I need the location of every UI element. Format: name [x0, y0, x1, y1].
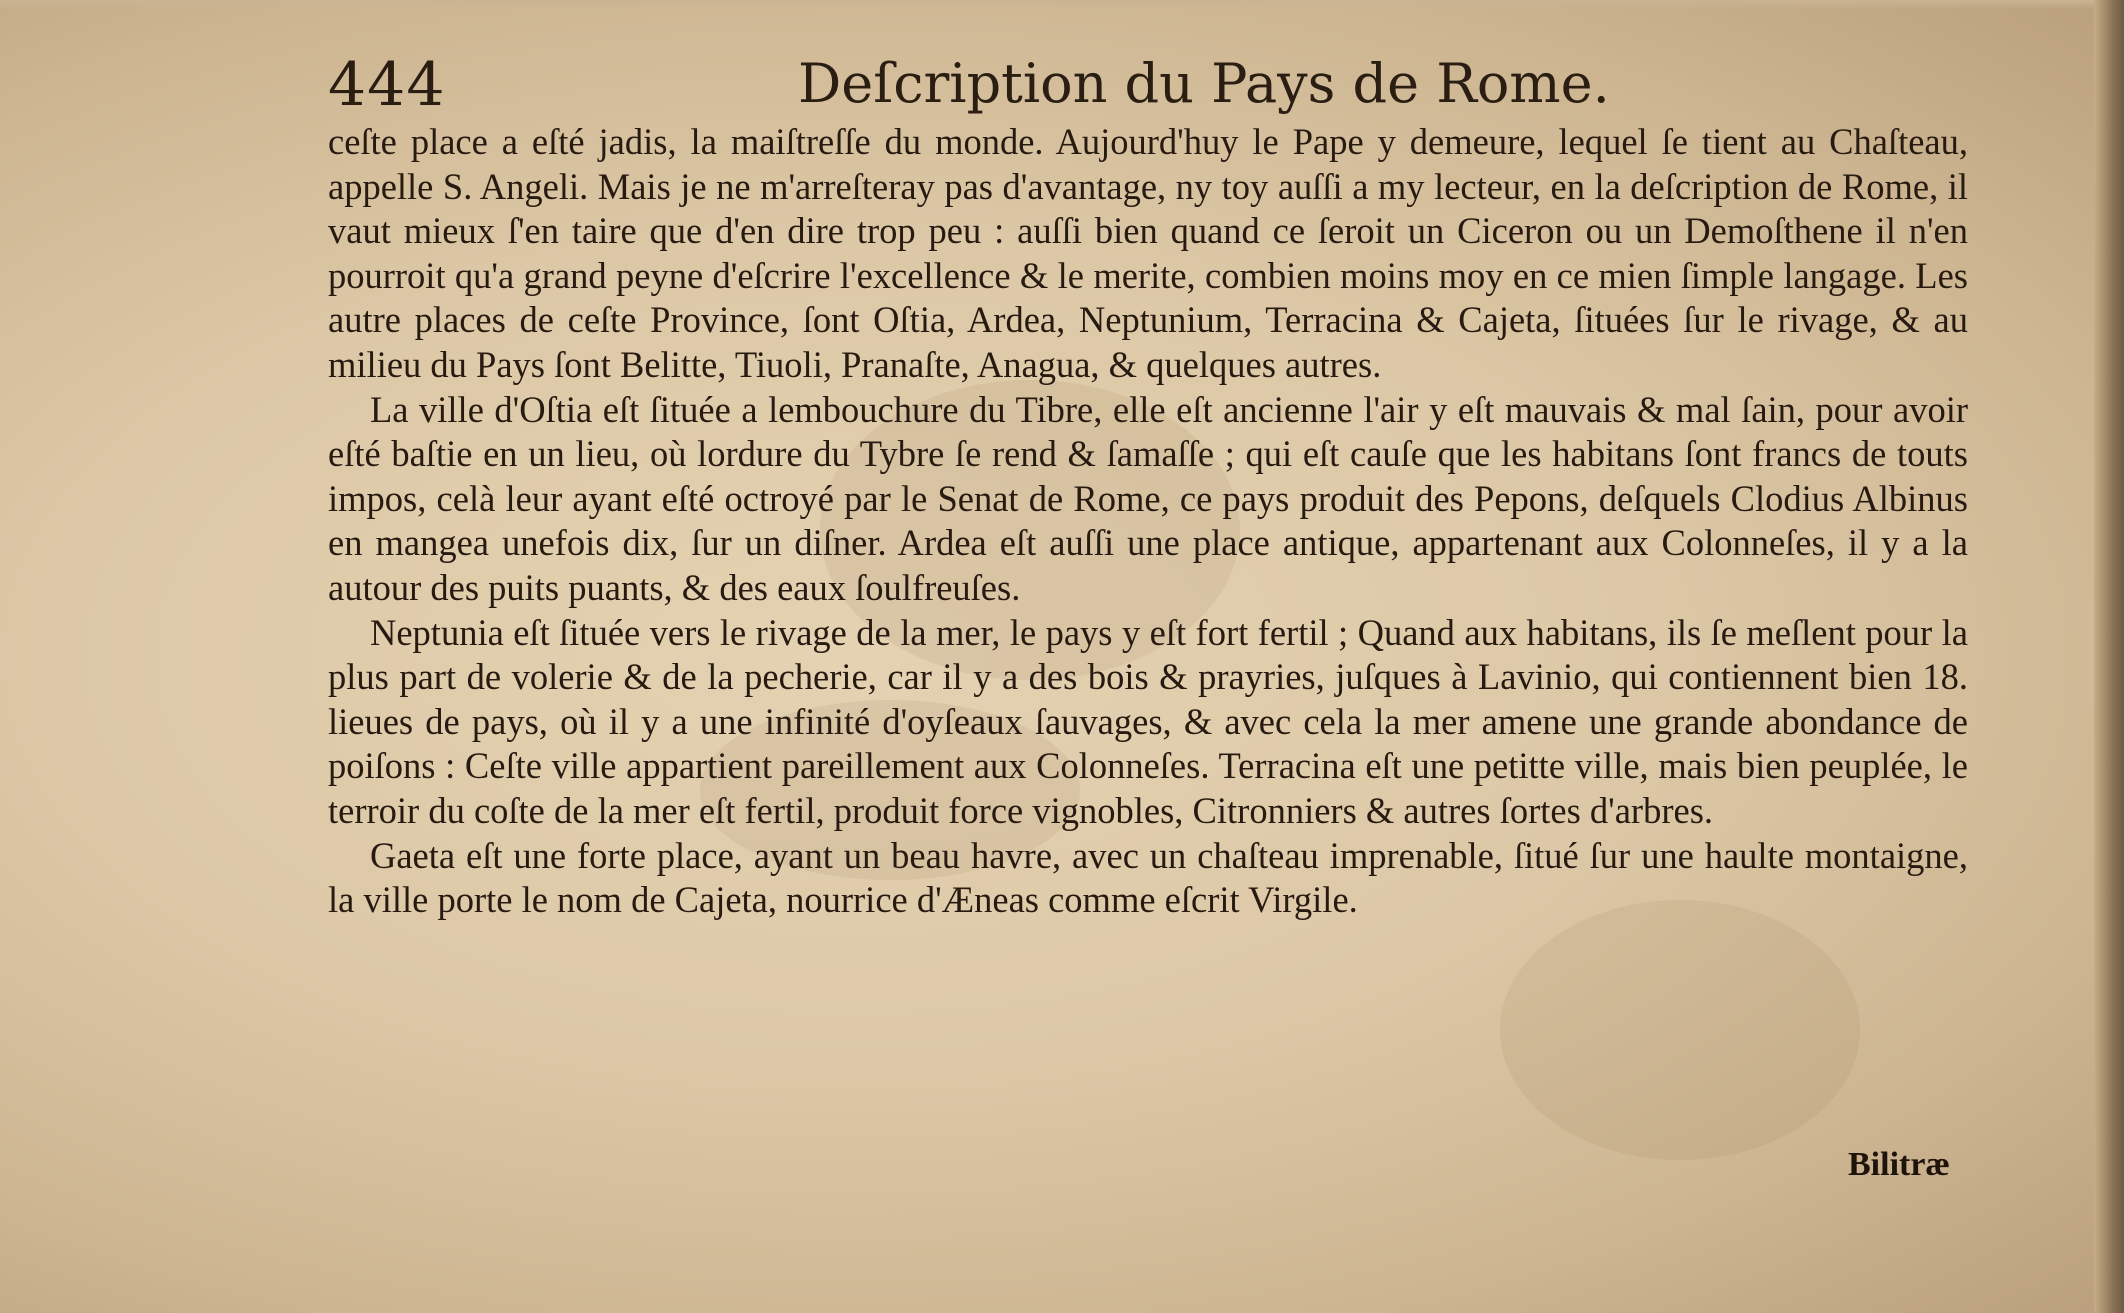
paragraph-rome: ceſte place a eſté jadis, la maiſtreſſe du monde. Aujourd'huy le Pape y demeure, lequel ſe tient au Chaſteau, appelle S. Angeli. Mais je ne m'arreſteray pas d'avantage, ny toy auſſi a my lecteur, en la deſcription de Rome, il vaut mieux ſ'en taire que d'en dire trop peu : auſſi bien quand ce ſeroit un Ciceron ou un Demoſthene il n'en pourroit qu'a grand peyne d'eſcrire l'excellence & le merite, combien moins moy en ce mien ſimple langage. Les autre places de ceſte Province, ſont Oſtia, Ardea, Neptunium, Terracina & Cajeta, ſituées ſur le rivage, & au milieu du Pays ſont Belitte, Tiuoli, Pranaſte, Anagua, & quelques autres.: [328, 121, 1968, 385]
catchword: Bilitræ: [1848, 1146, 1950, 1183]
page-number: 444: [328, 50, 446, 120]
paragraph-gaeta: Gaeta eſt une forte place, ayant un beau havre, avec un chaſteau imprenable, ſitué ſur une haulte montaigne, la ville porte le nom de Cajeta, nourrice d'Æneas comme eſcrit Virgile.: [328, 834, 1968, 921]
page-right-edge: [2094, 0, 2124, 1313]
running-head: Deſcription du Pays de Rome.: [798, 52, 1610, 115]
paragraph-ostia: La ville d'Oſtia eſt ſituée a lembouchure du Tibre, elle eſt ancienne l'air y eſt mauvais & mal ſain, pour avoir eſté baſtie en un lieu, où lordure du Tybre ſe rend & ſamaſſe ; qui eſt cauſe que les habitans ſont francs de touts impos, celà leur ayant eſté octroyé par le Senat de Rome, ce pays produit des Pepons, deſquels Clodius Albinus en mangea unefois dix, ſur un diſner. Ardea eſt auſſi une place antique, appartenant aux Colonneſes, il y a la autour des puits puants, & des eaux ſoulfreuſes.: [328, 388, 1968, 608]
body-text: [328, 120, 1968, 923]
paper-stain: [1500, 900, 1860, 1160]
page-top-edge: [0, 0, 2124, 10]
paragraph-neptunia: Neptunia eſt ſituée vers le rivage de la mer, le pays y eſt fort fertil ; Quand aux habitans, ils ſe meſlent pour la plus part de volerie & de la pecherie, car il y a des bois & prayries, juſques à Lavinio, qui contiennent bien 18. lieues de pays, où il y a une infinité d'oyſeaux ſauvages, & avec cela la mer amene une grande abondance de poiſons : Ceſte ville appartient pareillement aux Colonneſes. Terracina eſt une petitte ville, mais bien peuplée, le terroir du coſte de la mer eſt fertil, produit force vignobles, Citronniers & autres ſortes d'arbres.: [328, 611, 1968, 831]
